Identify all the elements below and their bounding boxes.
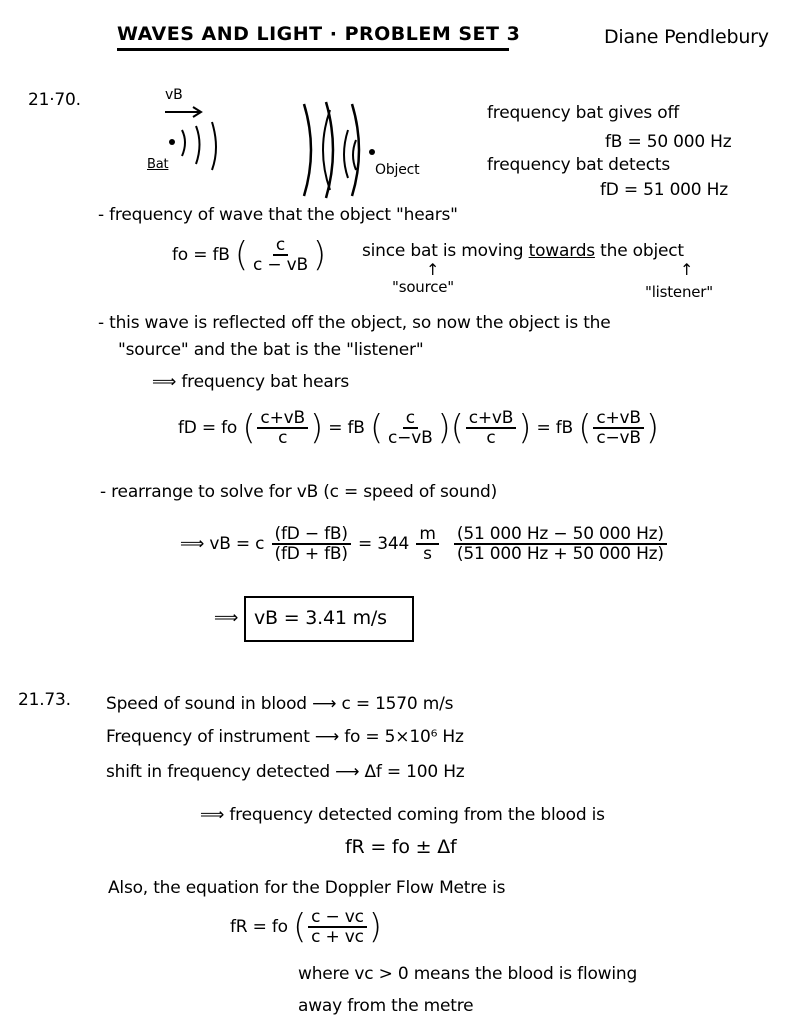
step1-note	[362, 241, 684, 261]
vb-frac-num: (fD − fB)	[272, 525, 351, 545]
frac3-num: c+vB	[466, 409, 517, 429]
answer-arrow-icon: ⟹	[214, 608, 239, 628]
flow-metre-equation: fR = fo ( $\frac{c - vc}{c + vc}$ )	[230, 907, 382, 947]
bat-sound-waves-icon	[160, 120, 260, 200]
flow-frac-num: c − vc	[308, 908, 367, 928]
values-frac-den: (51 000 Hz + 50 000 Hz)	[456, 544, 664, 564]
frac4-num: c+vB	[593, 409, 644, 429]
answer-value: vB = 3.41 m/s	[254, 607, 387, 629]
flow-frac-den: c + vc	[311, 927, 364, 947]
conclusion-equation: fR = fo ± Δf	[345, 836, 457, 858]
note-moving: is moving	[442, 241, 524, 261]
unit-den: s	[423, 544, 432, 564]
note-object: the object	[600, 241, 684, 261]
given-label-fb: frequency bat gives off	[487, 103, 680, 123]
eq-end: = fB	[536, 418, 574, 438]
step2-equation: fD = fo ( $\frac{c+vB}{c}$ ) = fB ( $\frac{c}{c-vB}$ )( $\frac{c+vB}{c}$ ) = fB ( $\frac{c+vB}{c-vB}$ )	[178, 408, 659, 448]
step2-line2: "source" and the bat is the "listener"	[118, 340, 424, 360]
frac-den: c − vB	[252, 255, 308, 275]
problem-number-21-73: 21.73.	[18, 690, 71, 710]
where-line-1: where vc > 0 means the blood is flowing	[298, 964, 638, 984]
note-since: since	[362, 241, 406, 261]
unit-num: m	[416, 525, 438, 545]
note-bat: bat	[410, 241, 438, 261]
listener-label: "listener"	[645, 283, 713, 301]
step3-equation	[180, 522, 669, 566]
frac2-num: c	[403, 409, 418, 429]
where-line-2: away from the metre	[298, 996, 474, 1016]
eq-mid: = fB	[328, 418, 365, 438]
flow-eq-lhs: fR = fo	[230, 917, 288, 937]
step2-line1: - this wave is reflected off the object, so now the object is the	[98, 313, 611, 333]
step2-arrow-text: ⟹ frequency bat hears	[152, 372, 350, 392]
step1-text: - frequency of wave that the object "hears"	[98, 205, 458, 225]
doppler-diagram	[130, 80, 460, 200]
frac-num: c	[273, 236, 288, 256]
eq-344: = 344	[357, 534, 410, 554]
author-name: Diane Pendlebury	[604, 26, 769, 48]
given-value-fd: fD = 51 000 Hz	[600, 180, 728, 200]
frac4-den: c−vB	[596, 428, 641, 448]
object-label: Object	[375, 162, 420, 178]
frac1-den: c	[278, 428, 288, 448]
frac3-den: c	[486, 428, 496, 448]
note-towards: towards	[528, 241, 595, 261]
frac2-den: c−vB	[388, 428, 433, 448]
velocity-label: vB	[165, 87, 183, 103]
frac1-num: c+vB	[257, 409, 308, 429]
conclusion-text: ⟹ frequency detected coming from the blood is	[200, 805, 605, 825]
eq-vb-lhs: ⟹ vB = c	[180, 534, 265, 554]
given-value-fb: fB = 50 000 Hz	[605, 132, 732, 152]
source-arrow-icon: ↑	[426, 260, 440, 279]
step3-text: - rearrange to solve for vB (c = speed of sound)	[100, 482, 498, 502]
reflected-waves-icon	[300, 100, 420, 200]
given-speed-of-sound: Speed of sound in blood ⟶ c = 1570 m/s	[106, 694, 454, 714]
vb-frac-den: (fD + fB)	[274, 544, 348, 564]
values-frac-num: (51 000 Hz − 50 000 Hz)	[454, 525, 667, 545]
given-label-fd: frequency bat detects	[487, 155, 670, 175]
also-text: Also, the equation for the Doppler Flow Metre is	[108, 878, 506, 898]
step1-equation: fo = fB ( $\frac{c}{c - vB}$ )	[172, 235, 326, 275]
problem-number-21-70: 21·70.	[28, 90, 81, 110]
given-frequency-shift: shift in frequency detected ⟶ Δf = 100 Hz	[106, 762, 465, 782]
given-instrument-frequency: Frequency of instrument ⟶ fo = 5×10⁶ Hz	[106, 727, 464, 747]
bat-label: Bat	[147, 157, 169, 172]
title-underline	[117, 48, 509, 51]
listener-arrow-icon: ↑	[680, 260, 694, 279]
velocity-arrow-icon	[165, 102, 225, 122]
eq-lhs: fo = fB	[172, 245, 230, 265]
eq-fd-lhs: fD = fo	[178, 418, 238, 438]
page-title: WAVES AND LIGHT · PROBLEM SET 3	[117, 23, 521, 45]
source-label: "source"	[392, 278, 455, 296]
